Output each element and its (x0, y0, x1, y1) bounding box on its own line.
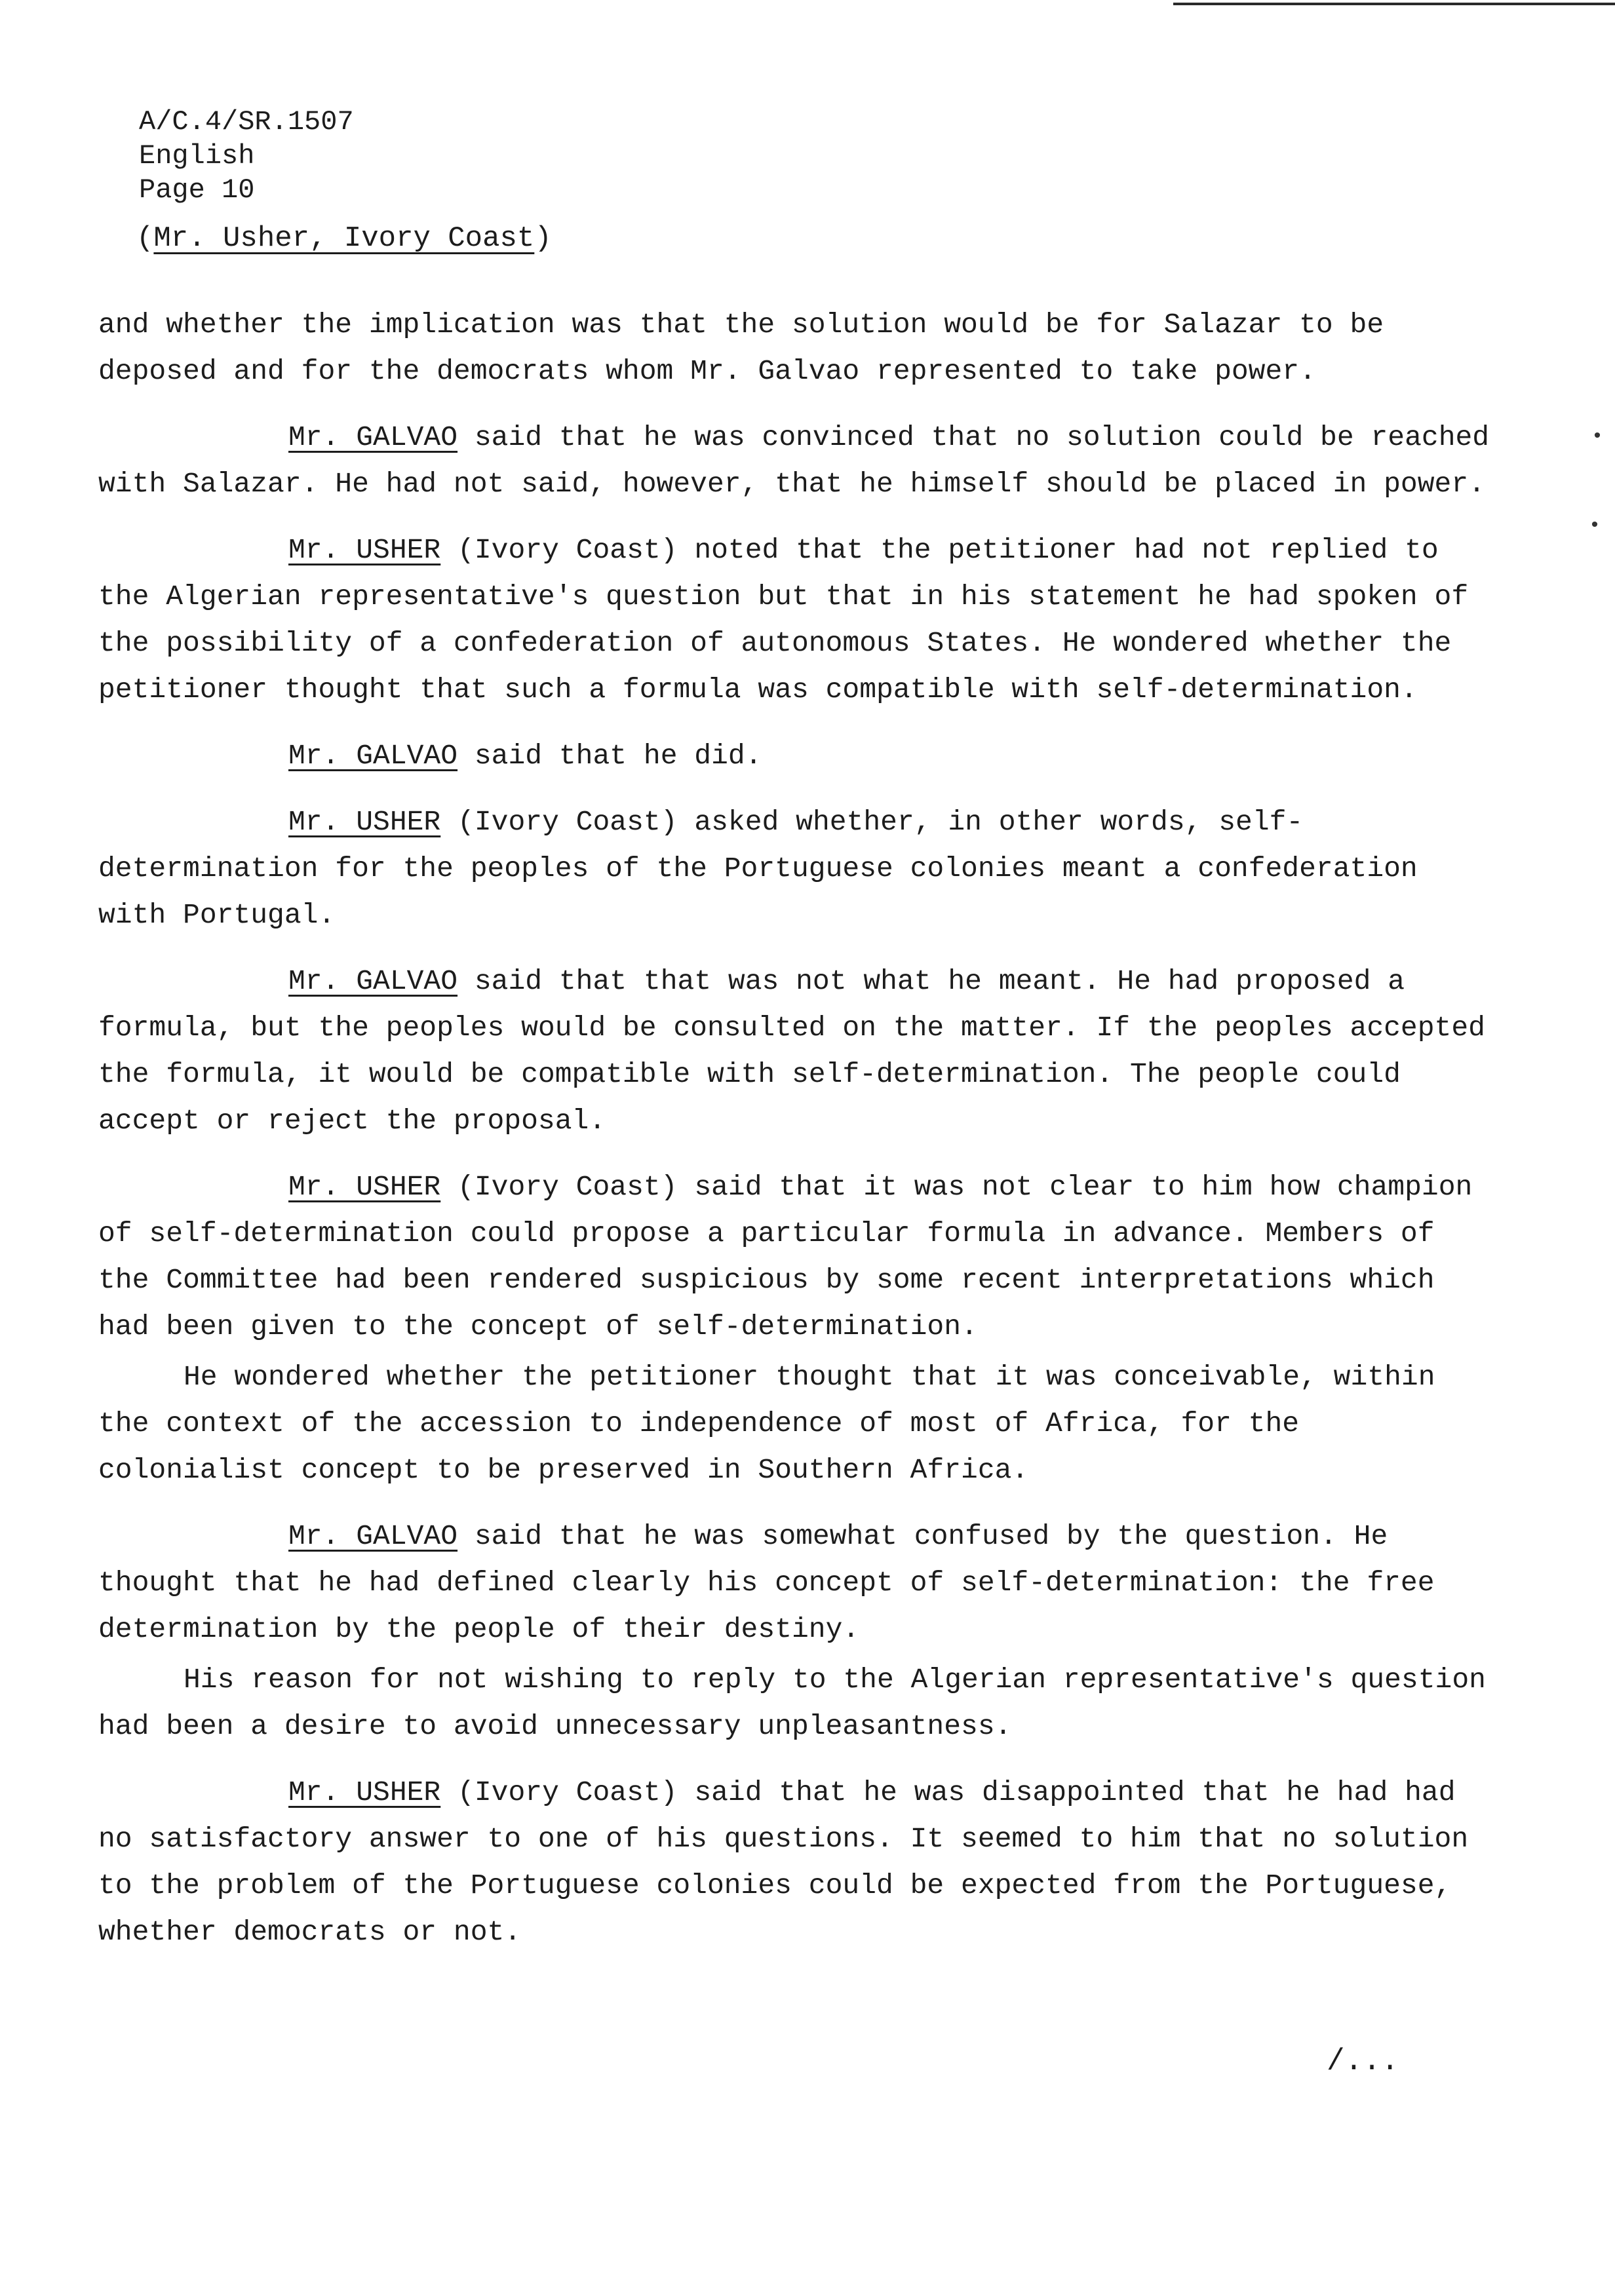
speaker-name: Mr. GALVAO (288, 740, 458, 772)
speaker-heading-close: ) (534, 222, 552, 255)
paragraph-text: (Ivory Coast) asked whether, in other words, self-determination for the peoples of the Portuguese colonies meant a confederation with Portugal. (98, 806, 1418, 931)
top-rule (1173, 3, 1615, 5)
document-symbol: A/C.4/SR.1507 (139, 106, 354, 138)
speaker-heading (136, 220, 552, 257)
paragraph-text: He wondered whether the petitioner thought that it was conceivable, within the context of the accession to independence of most of Africa, for the colonialist concept to be preserved in Southern Africa. (98, 1361, 1435, 1486)
speaker-name: Mr. USHER (288, 806, 441, 838)
paragraph-text: (Ivory Coast) said that he was disappointed that he had had no satisfactory answer to one of his questions. It seemed to him that no solution to the problem of the Portuguese colonies could be expected from the Portuguese, whether democrats or not. (98, 1776, 1469, 1948)
margin-speck-mark: • (1591, 426, 1604, 448)
paragraph-1 (98, 301, 1501, 394)
paragraph-3 (98, 527, 1501, 713)
speaker-name: Mr. USHER (288, 534, 441, 566)
paragraph-text: His reason for not wishing to reply to the Algerian representative's question had been a desire to avoid unnecessary unpleasantness. (98, 1664, 1486, 1742)
paragraph-text: (Ivory Coast) noted that the petitioner had not replied to the Algerian representative's question but that in his statement he had spoken of the possibility of a confederation of autonomous States. He wondered whether the petitioner thought that such a formula was compatible with self-determination. (98, 534, 1469, 706)
paragraph-text: said that he was somewhat confused by the question. He thought that he had defined clearly his concept of self-determination: the free determination by the people of their destiny. (98, 1520, 1435, 1645)
paragraph-text: said that he did. (457, 740, 762, 772)
paragraph-10 (98, 1656, 1501, 1750)
paragraph-text: and whether the implication was that the solution would be for Salazar to be deposed and for the democrats whom Mr. Galvao represented to take power. (98, 309, 1384, 387)
speaker-name: Mr. GALVAO (288, 965, 458, 997)
paragraph-11 (98, 1769, 1501, 1955)
document-language: English (139, 140, 255, 172)
paragraph-2 (98, 414, 1501, 507)
continuation-mark: /... (1327, 2044, 1399, 2078)
paragraph-4 (98, 733, 1501, 779)
margin-speck-mark: • (1589, 515, 1601, 537)
speaker-heading-name: Mr. Usher, Ivory Coast (153, 222, 535, 255)
speaker-name: Mr. GALVAO (288, 1520, 458, 1552)
paragraph-text: (Ivory Coast) said that it was not clear to him how champion of self-determination could propose a particular formula in advance. Members of the Committee had been rendered suspicious by some recent interpretations which had been given to the concept of self-determination. (98, 1171, 1473, 1343)
paragraph-8 (98, 1354, 1501, 1493)
speaker-name: Mr. USHER (288, 1776, 441, 1808)
document-header (139, 105, 354, 207)
paragraph-5 (98, 799, 1501, 938)
paragraph-6 (98, 958, 1501, 1144)
paragraph-9 (98, 1513, 1501, 1653)
speaker-name: Mr. USHER (288, 1171, 441, 1203)
paragraph-7 (98, 1164, 1501, 1350)
document-body (98, 301, 1501, 1975)
speaker-name: Mr. GALVAO (288, 421, 458, 453)
page-number: Page 10 (139, 174, 255, 206)
paragraph-text: said that he was convinced that no solution could be reached with Salazar. He had not said, however, that he himself should be placed in power. (98, 421, 1490, 500)
speaker-heading-open: ( (136, 222, 154, 255)
paragraph-text: said that that was not what he meant. He had proposed a formula, but the peoples would be consulted on the matter. If the peoples accepted the formula, it would be compatible with self-determination. The people could accept or reject the proposal. (98, 965, 1485, 1137)
